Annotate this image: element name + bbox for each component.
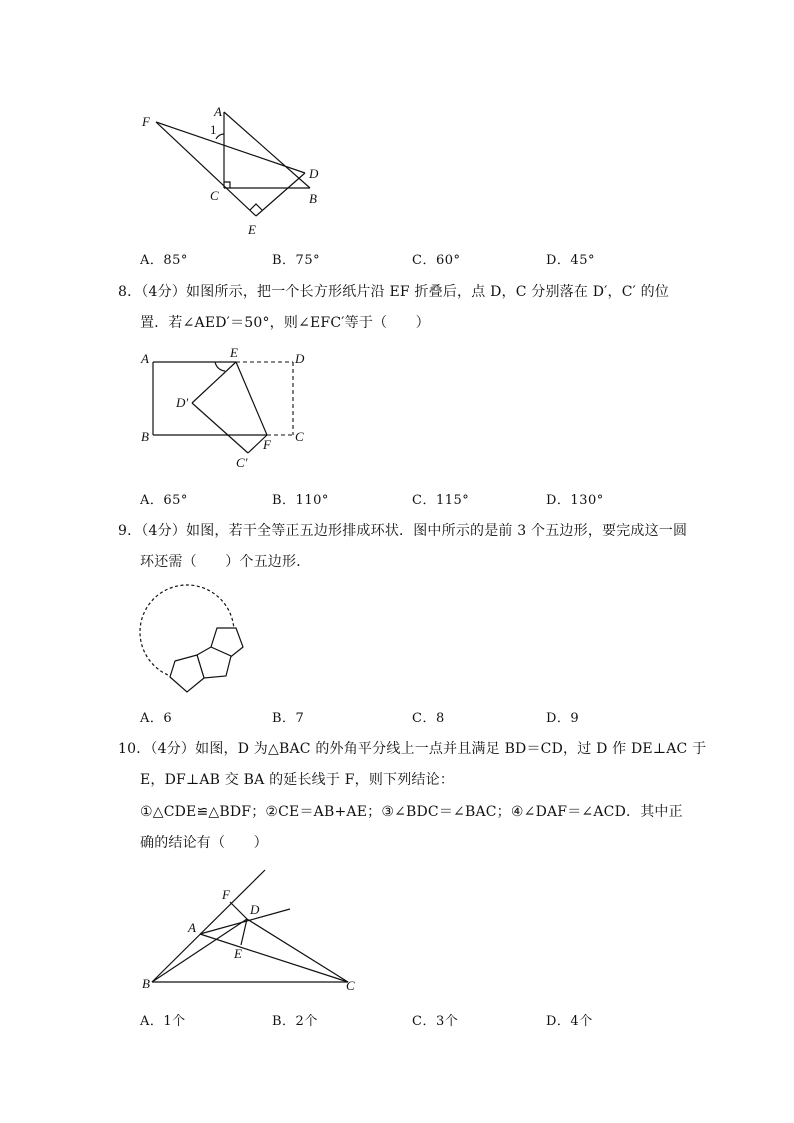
q8-stem-line-2: 置．若∠AED′＝50°，则∠EFC′等于（ ） (140, 315, 430, 331)
q8-figure (135, 340, 325, 480)
angle-AED-arc (215, 362, 225, 371)
q9-stem-line-1: 9．（4分）如图，若干全等正五边形排成环状．图中所示的是前 3 个五边形，要完成这一圆 (118, 523, 688, 539)
q7-option-c[interactable]: C．60° (412, 253, 461, 268)
q7-figure (130, 100, 330, 240)
q9-option-d[interactable]: D．9 (546, 711, 580, 726)
label-C-prime: C′ (236, 455, 248, 470)
q9-figure (135, 575, 265, 700)
q8-option-d[interactable]: D．130° (546, 493, 604, 508)
label-D: D (295, 351, 305, 366)
q10-option-b[interactable]: B．2个 (272, 1014, 318, 1029)
q10-figure (135, 860, 370, 1000)
right-angle-mark-E (250, 204, 262, 210)
q7-option-a[interactable]: A．85° (140, 253, 188, 268)
label-C: C (295, 429, 304, 444)
label-E: E (248, 222, 256, 237)
q9-options (140, 707, 700, 729)
label-A: A (188, 920, 196, 935)
label-B: B (142, 976, 150, 991)
label-F: F (263, 437, 271, 452)
q10-option-c[interactable]: C．3个 (412, 1014, 459, 1029)
label-D: D (250, 902, 260, 917)
q8-options (140, 489, 700, 511)
q10-stem-line-1: 10．（4分）如图，D 为△BAC 的外角平分线上一点并且满足 BD＝CD，过 D 作 DE⊥AC 于 (118, 741, 707, 757)
pentagon-3 (170, 655, 204, 692)
label-F: F (142, 114, 150, 129)
folded-DC (192, 403, 248, 453)
q10-option-a[interactable]: A．1个 (140, 1014, 186, 1029)
q7-options (140, 249, 700, 271)
segment-FD (156, 122, 305, 173)
label-D-prime: D′ (176, 395, 189, 410)
label-C: C (210, 188, 219, 203)
fold-line-EF (236, 362, 267, 435)
label-A: A (214, 104, 222, 119)
segment-CD (247, 919, 348, 982)
folded-ED (192, 362, 236, 403)
segment-FE (156, 122, 256, 216)
label-E: E (234, 946, 242, 961)
label-B: B (141, 429, 149, 444)
angle-1-arc (216, 134, 224, 139)
q10-stem-line-3: ①△CDE≌△BDF；②CE＝AB+AE；③∠BDC＝∠BAC；④∠DAF＝∠ACD．其中正 (140, 804, 683, 820)
label-C: C (346, 978, 355, 993)
q9-option-b[interactable]: B．7 (272, 711, 305, 726)
label-F: F (222, 887, 230, 902)
label-A: A (141, 351, 149, 366)
q9-option-a[interactable]: A．6 (140, 711, 173, 726)
q7-option-d[interactable]: D．45° (546, 253, 595, 268)
extension-BA (152, 870, 265, 982)
label-E: E (230, 345, 238, 360)
q10-option-d[interactable]: D．4个 (546, 1014, 593, 1029)
label-D: D (309, 166, 319, 181)
q8-option-c[interactable]: C．115° (412, 493, 470, 508)
q10-stem-line-2: E，DF⊥AB 交 BA 的延长线于 F，则下列结论： (140, 772, 455, 788)
label-1: 1 (210, 122, 217, 137)
q9-option-c[interactable]: C．8 (412, 711, 445, 726)
q7-option-b[interactable]: B．75° (272, 253, 321, 268)
q8-option-a[interactable]: A．65° (140, 493, 188, 508)
q10-options (140, 1010, 700, 1032)
segment-DF (230, 902, 247, 919)
segment-ED (256, 173, 305, 216)
q9-stem-line-2: 环还需（ ）个五边形． (140, 554, 311, 570)
label-B: B (309, 191, 317, 206)
q8-option-b[interactable]: B．110° (272, 493, 329, 508)
q8-stem-line-1: 8．（4分）如图所示，把一个长方形纸片沿 EF 折叠后，点 D，C 分别落在 D′，C′ 的位 (118, 284, 670, 300)
q10-stem-line-4: 确的结论有（ ） (140, 835, 268, 851)
segment-BD (152, 919, 247, 982)
segment-AC (200, 934, 348, 982)
